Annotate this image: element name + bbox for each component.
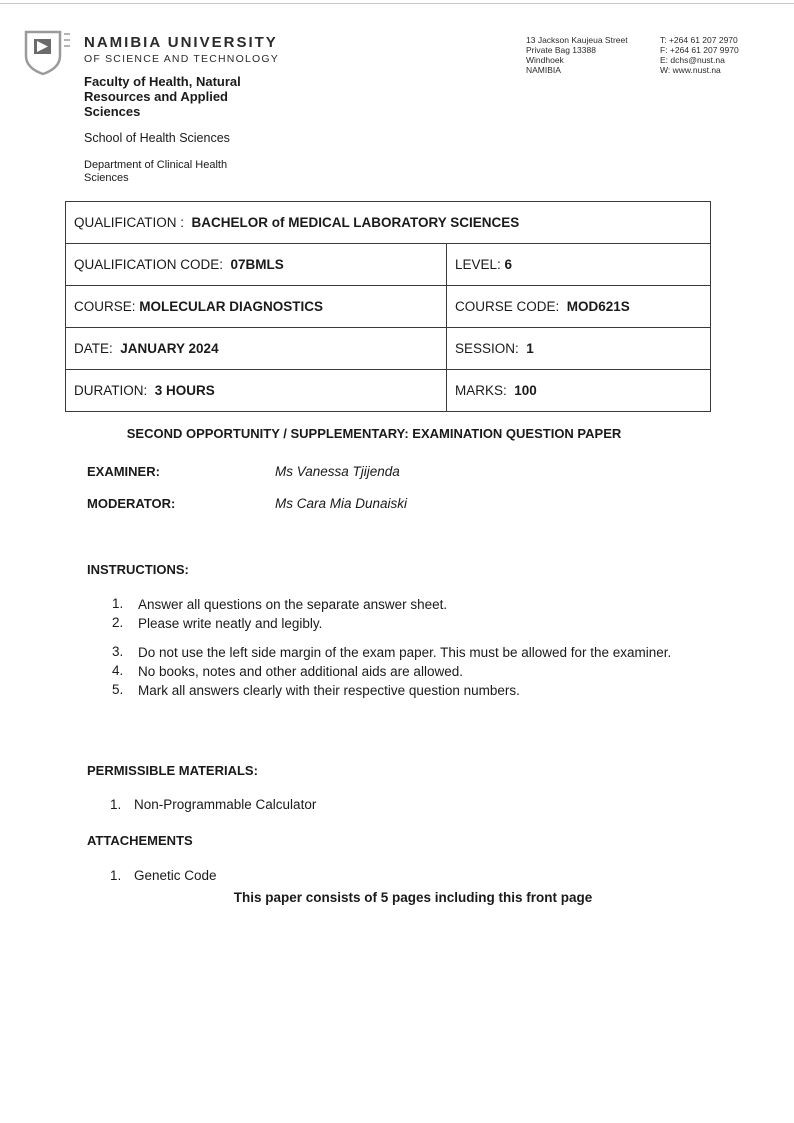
course-code-cell <box>447 286 711 328</box>
table-row <box>66 370 711 412</box>
address-line: Windhoek <box>526 55 564 65</box>
attachments-heading: ATTACHEMENTS <box>87 833 193 848</box>
date-label: DATE: <box>74 341 113 356</box>
qualification-label: QUALIFICATION : <box>74 215 185 230</box>
qualification-code-cell <box>66 244 447 286</box>
item-text: Genetic Code <box>134 868 217 883</box>
qualification-code-label: QUALIFICATION CODE: <box>74 257 224 272</box>
contact-line: E: dchs@nust.na <box>660 55 725 65</box>
address-block <box>526 35 628 75</box>
contact-line: T: +264 61 207 2970 <box>660 35 738 45</box>
course-label: COURSE: <box>74 299 136 314</box>
qualification-value: BACHELOR of MEDICAL LABORATORY SCIENCES <box>191 215 520 230</box>
examiner-name: Ms Vanessa Tjijenda <box>275 464 400 479</box>
item-text: Mark all answers clearly with their respective question numbers. <box>138 683 520 698</box>
item-number: 2. <box>112 615 124 630</box>
session-label: SESSION: <box>455 341 519 356</box>
item-number: 4. <box>112 663 124 678</box>
duration-label: DURATION: <box>74 383 148 398</box>
address-line: Private Bag 13388 <box>526 45 596 55</box>
university-name: NAMIBIA UNIVERSITY <box>84 34 278 51</box>
item-number: 1. <box>110 797 122 812</box>
level-value: 6 <box>504 257 513 272</box>
contact-block <box>660 35 739 75</box>
session-cell <box>447 328 711 370</box>
date-value: JANUARY 2024 <box>120 341 219 356</box>
list-item <box>112 682 672 699</box>
item-text: Non-Programmable Calculator <box>134 797 317 812</box>
level-cell <box>447 244 711 286</box>
item-number: 5. <box>112 682 124 697</box>
item-number: 1. <box>112 596 124 611</box>
marks-value: 100 <box>514 383 537 398</box>
contact-line: F: +264 61 207 9970 <box>660 45 739 55</box>
item-text: Answer all questions on the separate answer sheet. <box>138 597 448 612</box>
qualification-code-value: 07BMLS <box>230 257 284 272</box>
school-name: School of Health Sciences <box>84 131 230 145</box>
course-value: MOLECULAR DIAGNOSTICS <box>139 299 324 314</box>
department-name: Department of Clinical Health Sciences <box>84 159 228 184</box>
level-label: LEVEL: <box>455 257 501 272</box>
table-row <box>66 244 711 286</box>
instructions-list <box>112 596 672 699</box>
qualification-cell <box>66 202 711 244</box>
list-item <box>112 615 672 632</box>
list-item <box>112 596 672 613</box>
item-number: 3. <box>112 644 124 659</box>
page-count-note: This paper consists of 5 pages including this front page <box>233 890 593 905</box>
marks-cell <box>447 370 711 412</box>
paper-type-heading: SECOND OPPORTUNITY / SUPPLEMENTARY: EXAMINATION QUESTION PAPER <box>126 426 622 441</box>
item-text: No books, notes and other additional aids are allowed. <box>138 664 463 679</box>
item-text: Please write neatly and legibly. <box>138 616 323 631</box>
faculty-name: Faculty of Health, Natural Resources and Applied Sciences <box>84 74 241 119</box>
list-item <box>112 663 672 680</box>
address-line: 13 Jackson Kaujeua Street <box>526 35 628 45</box>
course-cell <box>66 286 447 328</box>
instructions-heading: INSTRUCTIONS: <box>87 562 189 577</box>
contact-line: W: www.nust.na <box>660 65 721 75</box>
date-cell <box>66 328 447 370</box>
item-text: Do not use the left side margin of the exam paper. This must be allowed for the examiner. <box>138 645 672 660</box>
list-item <box>110 868 217 883</box>
item-number: 1. <box>110 868 122 883</box>
duration-cell <box>66 370 447 412</box>
course-code-value: MOD621S <box>566 299 630 314</box>
table-row <box>66 328 711 370</box>
session-value: 1 <box>526 341 534 356</box>
examiner-label: EXAMINER: <box>87 464 160 479</box>
table-row <box>66 202 711 244</box>
list-item <box>112 644 672 661</box>
address-line: NAMIBIA <box>526 65 561 75</box>
course-code-label: COURSE CODE: <box>455 299 560 314</box>
top-rule <box>0 3 794 4</box>
permissible-materials-heading: PERMISSIBLE MATERIALS: <box>87 763 258 778</box>
moderator-name: Ms Cara Mia Dunaiski <box>275 496 408 511</box>
exam-details-table <box>65 201 711 412</box>
university-logo-icon <box>20 26 72 76</box>
duration-value: 3 HOURS <box>154 383 215 398</box>
university-subtitle: OF SCIENCE AND TECHNOLOGY <box>84 53 279 65</box>
list-item <box>110 797 316 812</box>
marks-label: MARKS: <box>455 383 507 398</box>
table-row <box>66 286 711 328</box>
moderator-label: MODERATOR: <box>87 496 176 511</box>
